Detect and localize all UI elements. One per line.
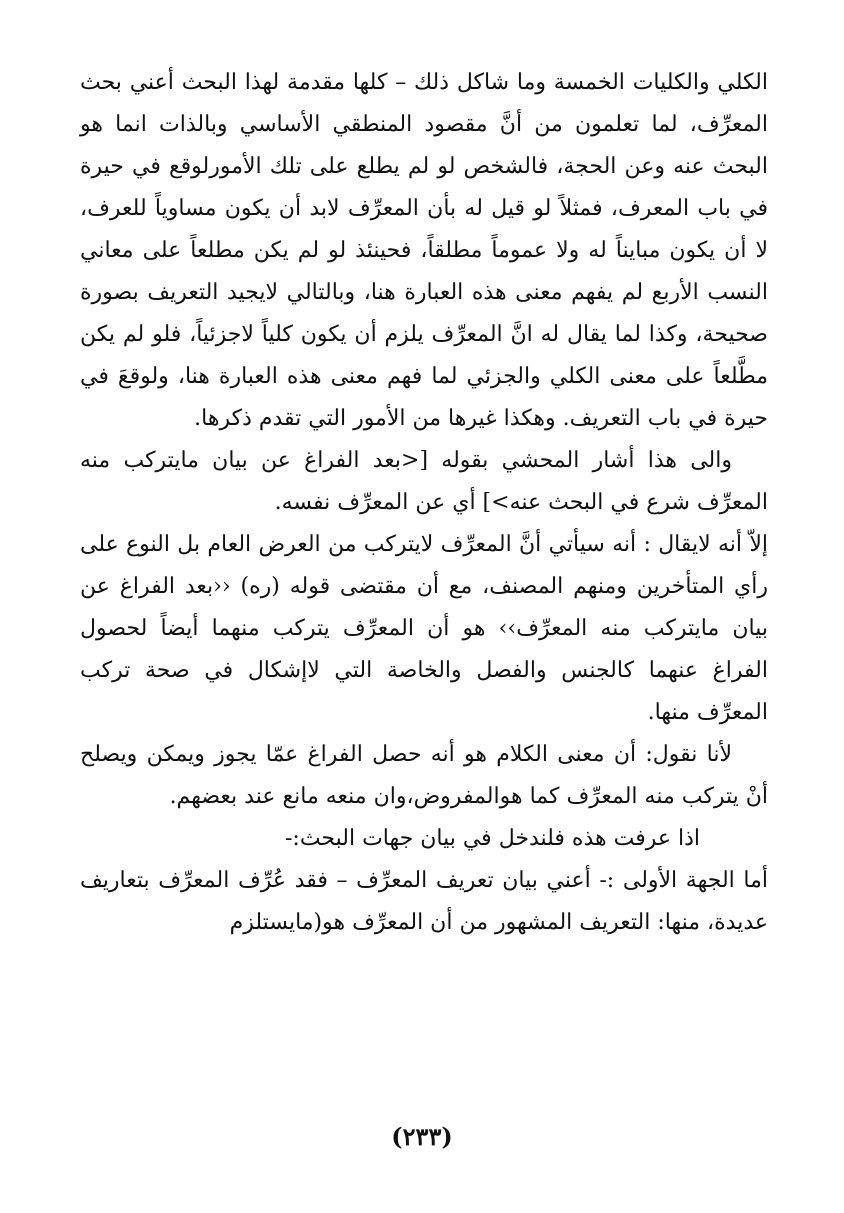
page-body — [80, 62, 768, 1162]
paragraph-4: لأنا نقول: أن معنى الكلام هو أنه حصل الفراغ عمّا يجوز ويمكن ويصلح أنْ يتركب منه المعرِّف كما هوالمفروض،وان منعه مانع عند بعضهم. — [80, 742, 768, 809]
paragraph-5: اذا عرفت هذه فلندخل في بيان جهات البحث:- — [284, 826, 700, 851]
paragraph-2: والى هذا أشار المحشي بقوله [<بعد الفراغ عن بيان مايتركب منه المعرِّف شرع في البحث عنه>] أي عن المعرِّف نفسه. — [80, 448, 768, 515]
paragraph-1: الكلي والكليات الخمسة وما شاكل ذلك – كلها مقدمة لهذا البحث أعني بحث المعرِّف، لما تعلمون من أنَّ مقصود المنطقي الأساسي وبالذات انما هو البحث عنه وعن الحجة، فالشخص لو لم يطلع على تلك الأمورلوقع في حيرة في باب المعرف، فمثلاً لو قيل له بأن المعرِّف لابد أن يكون مساوياً للعرف، لا أن يكون مبايناً له ولا عموماً مطلقاً، فحينئذ لو لم يكن مطلعاً على معاني النسب الأربع لم يفهم معنى هذه العبارة هنا، وبالتالي لايجيد التعريف بصورة صحيحة، وكذا لما يقال له انَّ المعرِّف يلزم أن يكون كلياً لاجزئياً، فلو لم يكن مطَّلعاً على معنى الكلي والجزئي لما فهم معنى هذه العبارة هنا، ولوقعَ في حيرة في باب التعريف. وهكذا غيرها من الأمور التي تقدم ذكرها. — [80, 70, 768, 431]
paragraph-6: أما الجهة الأولى :- أعني بيان تعريف المعرِّف – فقد عُرِّف المعرِّف بتعاريف عديدة، منها: التعريف المشهور من أن المعرِّف هو(مايستلزم — [80, 868, 768, 935]
paragraph-3: إلاّ أنه لايقال : أنه سيأتي أنَّ المعرِّف لايتركب من العرض العام بل النوع على رأي المتأخرين ومنهم المصنف، مع أن مقتضى قوله (ره) ‹‹بعد الفراغ عن بيان مايتركب منه المعرِّف›› هو أن المعرِّف يتركب منهما أيضاً لحصول الفراغ عنهما كالجنس والفصل والخاصة التي لاإشكال في صحة تركب المعرِّف منها. — [80, 532, 768, 725]
page-number: (٢٣٣) — [391, 1122, 453, 1151]
